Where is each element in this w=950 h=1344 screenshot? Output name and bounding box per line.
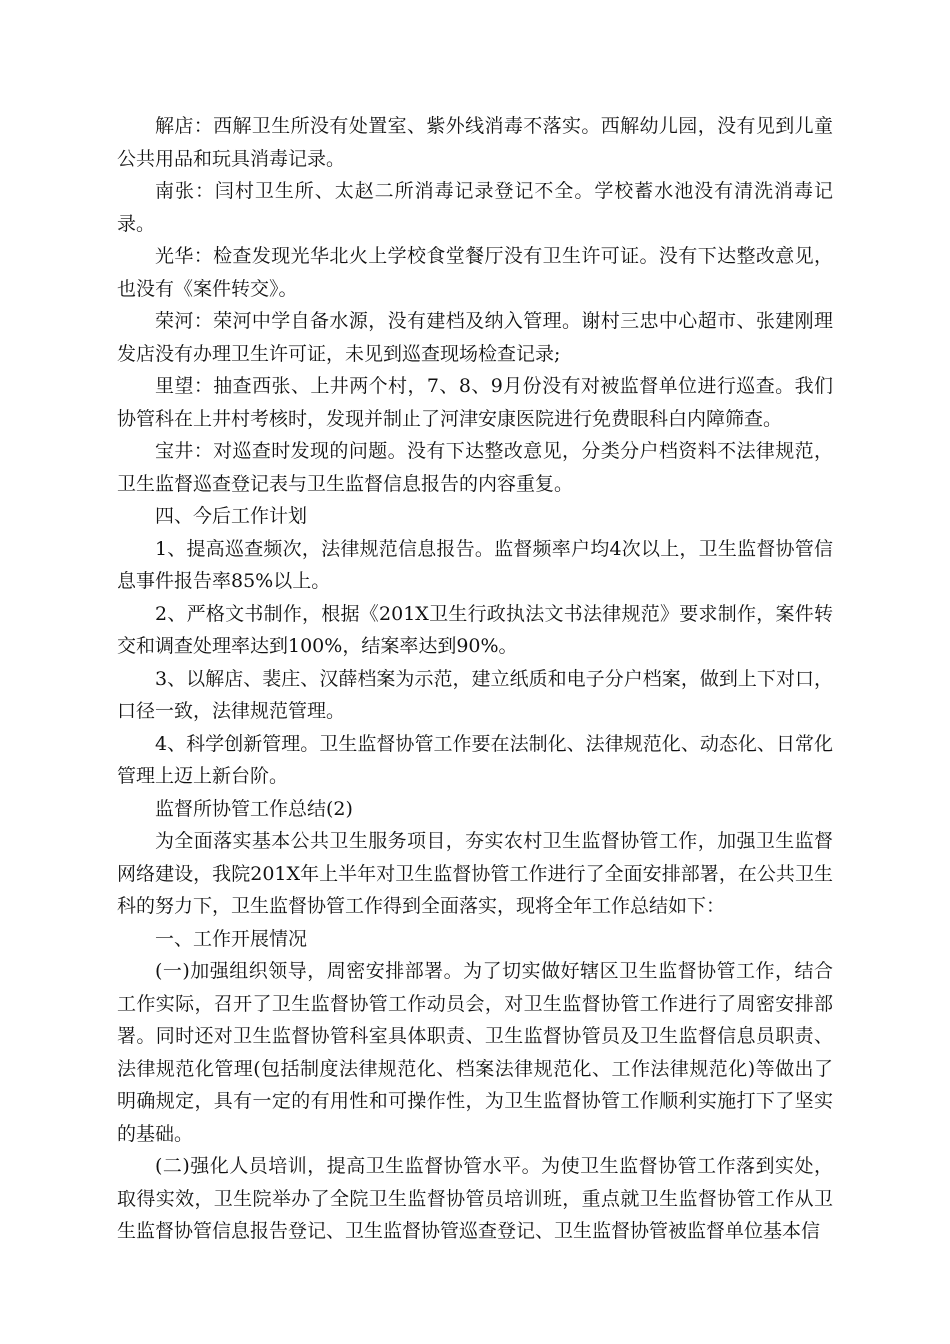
paragraph-baojing: 宝井：对巡查时发现的问题。没有下达整改意见，分类分户档资料不法律规范，卫生监督巡查登记表与卫生监督信息报告的内容重复。 [117, 440, 833, 495]
paragraph-guanghua: 光华：检查发现光华北火上学校食堂餐厅没有卫生许可证。没有下达整改意见，也没有《案件转交》。 [117, 245, 833, 300]
paragraph-intro: 为全面落实基本公共卫生服务项目，夯实农村卫生监督协管工作，加强卫生监督网络建设，我院201X年上半年对卫生监督协管工作进行了全面安排部署，在公共卫生科的努力下，卫生监督协管工作得到全面落实，现将全年工作总结如下： [117, 830, 833, 917]
document-page [117, 110, 833, 1248]
plan-item-3: 3、以解店、裴庄、汉薛档案为示范，建立纸质和电子分户档案，做到上下对口，口径一致，法律规范管理。 [117, 667, 833, 722]
plan-item-2: 2、严格文书制作，根据《201X卫生行政执法文书法律规范》要求制作，案件转交和调查处理率达到100%，结案率达到90%。 [117, 602, 833, 657]
paragraph-nanzhang: 南张：闫村卫生所、太赵二所消毒记录登记不全。学校蓄水池没有清洗消毒记录。 [117, 180, 833, 235]
paragraph-jiedian: 解店：西解卫生所没有处置室、紫外线消毒不落实。西解幼儿园，没有见到儿童公共用品和玩具消毒记录。 [117, 115, 833, 170]
paragraph-training: (二)强化人员培训，提高卫生监督协管水平。为使卫生监督协管工作落到实处，取得实效，卫生院举办了全院卫生监督协管员培训班，重点就卫生监督协管工作从卫生监督协管信息报告登记、卫生监督协管巡查登记、卫生监督协管被监督单位基本信 [117, 1155, 833, 1242]
section-title-summary-2: 监督所协管工作总结(2) [155, 797, 353, 820]
paragraph-henghe: 荣河：荣河中学自备水源，没有建档及纳入管理。谢村三忠中心超市、张建刚理发店没有办理卫生许可证，未见到巡查现场检查记录; [117, 310, 833, 365]
plan-item-1: 1、提高巡查频次，法律规范信息报告。监督频率户均4次以上，卫生监督协管信息事件报告率85%以上。 [117, 537, 833, 592]
section-heading-future-plan: 四、今后工作计划 [155, 505, 308, 527]
paragraph-organization: (一)加强组织领导，周密安排部署。为了切实做好辖区卫生监督协管工作，结合工作实际，召开了卫生监督协管工作动员会，对卫生监督协管工作进行了周密安排部署。同时还对卫生监督协管科室具体职责、卫生监督协管员及卫生监督信息员职责、法律规范化管理(包括制度法律规范化、档案法律规范化、工作法律规范化)等做出了明确规定，具有一定的有用性和可操作性，为卫生监督协管工作顺利实施打下了坚实的基础。 [117, 960, 833, 1145]
paragraph-liwang: 里望：抽查西张、上井两个村，7、8、9月份没有对被监督单位进行巡查。我们协管科在上井村考核时，发现并制止了河津安康医院进行免费眼科白内障筛查。 [117, 375, 833, 430]
section-heading-work-status: 一、工作开展情况 [155, 927, 308, 950]
plan-item-4: 4、科学创新管理。卫生监督协管工作要在法制化、法律规范化、动态化、日常化管理上迈上新台阶。 [117, 732, 833, 787]
